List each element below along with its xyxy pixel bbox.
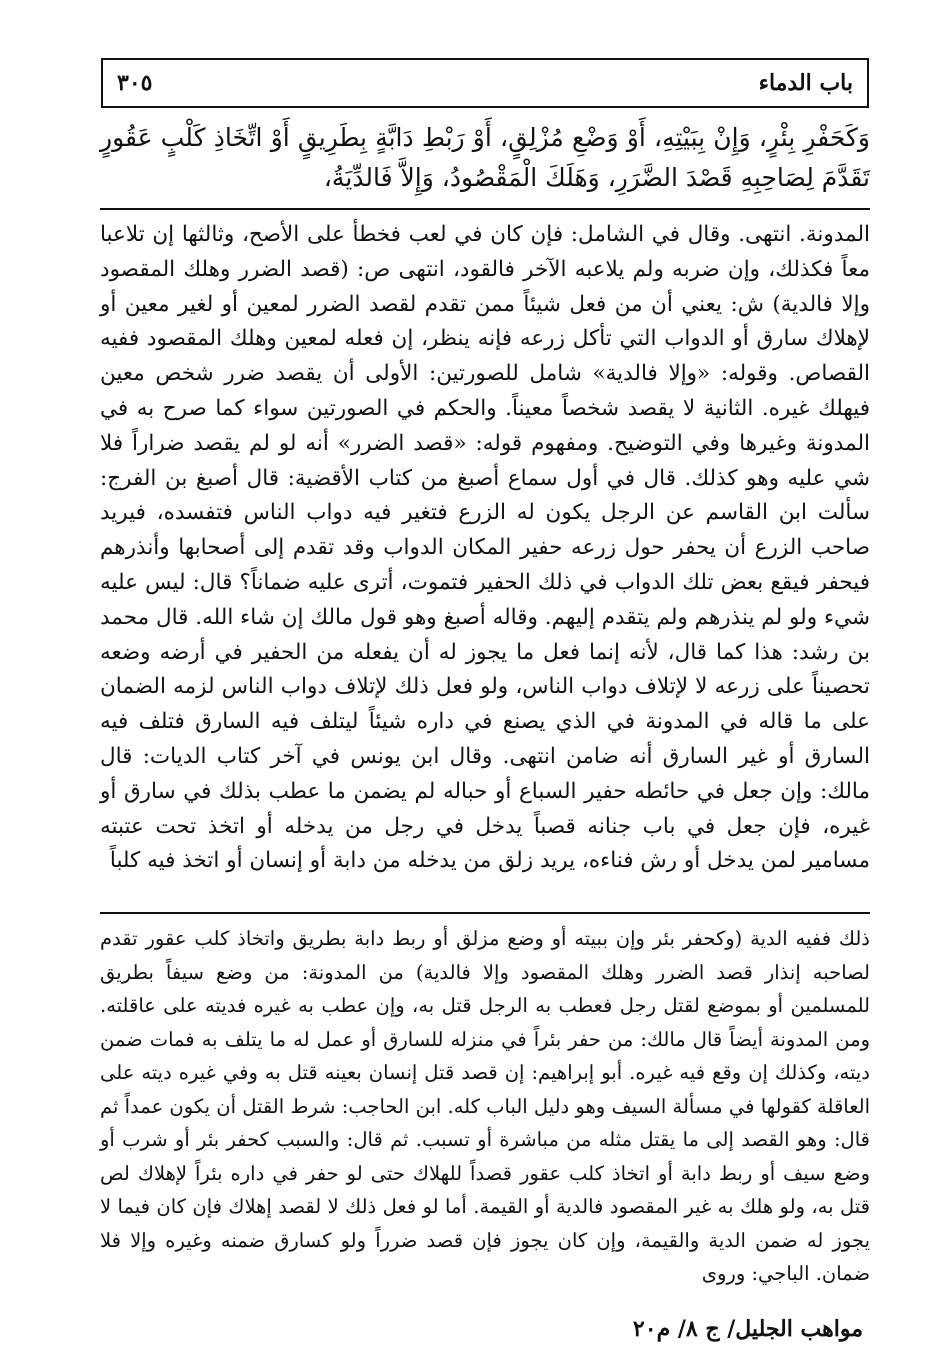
section-divider	[100, 208, 870, 210]
running-header	[101, 58, 869, 108]
footnote-text	[100, 922, 870, 1291]
matn-paragraph: وَكَحَفْرِ بِئْرٍ، وَإِنْ بِبَيْتِهِ، أَوْ وَضْعِ مُزْلِقٍ، أَوْ رَبْطِ دَابَّةٍ بِطَرِيقٍ أَوْ اتِّخَاذِ كَلْبٍ عَقُورٍ تَقَدَّمَ لِصَاحِبِهِ قَصْدَ الضَّرَرِ، وَهَلَكَ الْمَقْصُودُ، وَإِلاَّ فَالدِّيَةُ،	[100, 123, 870, 192]
chapter-title: باب الدماء	[758, 70, 853, 96]
commentary-text	[100, 218, 870, 879]
footnote-paragraph: ذلك ففيه الدية (وكحفر بئر وإن ببيته أو وضع مزلق أو ربط دابة بطريق واتخاذ كلب عقور تقدم لصاحبه إنذار قصد الضرر وهلك المقصود وإلا فالدية) من المدونة: من وضع سيفاً بطريق للمسلمين أو بموضع لقتل رجل فعطب به الرجل قتل به، وإن عطب به غيره فديته على عاقلته. ومن المدونة أيضاً قال مالك: من حفر بئراً في منزله للسارق أو عمل له ما يتلف به فمات ضمن ديته، وكذلك إن وقع فيه غيره. أبو إبراهيم: إن قصد قتل إنسان بعينه قتل به وفي غيره ديته على العاقلة كقولها في مسألة السيف وهو دليل الباب كله. ابن الحاجب: شرط القتل أن يكون عمداً ثم قال: وهو القصد إلى ما يقتل مثله من مباشرة أو تسبب. ثم قال: والسبب كحفر بئر أو شرب أو وضع سيف أو ربط دابة أو اتخاذ كلب عقور قصداً للهلاك حتى لو حفر في داره بئراً لإهلاك لص قتل به، ولو هلك به غير المقصود فالدية أو القيمة. أما لو فعل ذلك لا لقصد إهلاك فإن كان فيما لا يجوز له ضمن الدية والقيمة، وإن كان يجوز فإن قصد ضرراً ولو كسارق ضمنه وغيره وإلا فلا ضمان. الباجي: وروى	[100, 927, 870, 1285]
matn-text	[100, 118, 870, 198]
commentary-paragraph: المدونة. انتهى. وقال في الشامل: فإن كان في لعب فخطأ على الأصح، وثالثها إن تلاعبا معاً فكذلك، وإن ضربه ولم يلاعبه الآخر فالقود، انتهى ص: (قصد الضرر وهلك المقصود وإلا فالدية) ش: يعني أن من فعل شيئاً ممن تقدم لقصد الضرر لمعين أو لغير معين أو لإهلاك سارق أو الدواب التي تأكل زرعه فإنه ينظر، إن فعله لمعين وهلك المقصود ففيه القصاص. وقوله: «وإلا فالدية» شامل للصورتين: الأولى أن يقصد ضرر شخص معين فيهلك غيره. الثانية لا يقصد شخصاً معيناً. والحكم في الصورتين سواء كما صرح به في المدونة وغيرها وفي التوضيح. ومفهوم قوله: «قصد الضرر» أنه لو لم يقصد ضراراً فلا شي عليه وهو كذلك. قال في أول سماع أصبغ من كتاب الأقضية: قال أصبغ بن الفرج: سألت ابن القاسم عن الرجل يكون له الزرع فتغير فيه دواب الناس فتفسده، فيريد صاحب الزرع أن يحفر حول زرعه حفير المكان الدواب وقد تقدم إلى أصحابها وأنذرهم فيحفر فيقع بعض تلك الدواب في ذلك الحفير فتموت، أترى عليه ضماناً؟ قال: ليس عليه شيء ولو لم ينذرهم ولم يتقدم إليهم. وقاله أصبغ وهو قول مالك إن شاء الله. قال محمد بن رشد: هذا كما قال، لأنه إنما فعل ما يجوز له أن يفعله من الحفير في أرضه وضعه تحصيناً على زرعه لا لإتلاف دواب الناس، ولو فعل ذلك لإتلاف دواب الناس لزمه الضمان على ما قاله في المدونة في الذي يصنع في داره شيئاً ليتلف فيه السارق فتلف فيه السارق أو غير السارق أنه ضامن انتهى. وقال ابن يونس في آخر كتاب الديات: قال مالك: وإن جعل في حائطه حفير السباع أو حباله لم يضمن ما عطب بذلك في سارق أو غيره، فإن جعل في باب جنانه قصباً يدخل في رجل من يدخله أو اتخذ تحت عتبته مسامير لمن يدخل أو رش فناءه، يريد زلق من يدخله من دابة أو إنسان أو اتخذ فيه كلباً	[100, 222, 870, 874]
printer-signature: مواهب الجليل/ ج ٨/ م٢٠	[632, 1316, 863, 1342]
page-number: ٣٠٥	[117, 70, 153, 96]
footnote-divider	[100, 912, 870, 914]
